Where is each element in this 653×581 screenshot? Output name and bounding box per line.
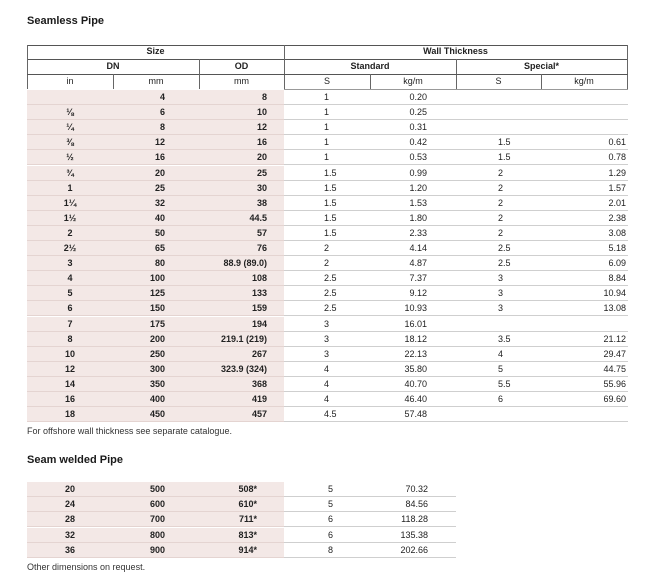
- cell-s-special: 2.5: [498, 243, 511, 253]
- cell-kg-special: [541, 407, 626, 422]
- cell-s-special: [498, 105, 538, 120]
- cell-s-special: [498, 90, 538, 105]
- cell-s-special: 1.5: [498, 137, 511, 148]
- cell-od: 16: [256, 137, 267, 148]
- table-row: [0, 135, 653, 150]
- cell-od: 30: [256, 182, 267, 193]
- cell-mm: 500: [149, 484, 165, 494]
- cell-kg-standard: 1.53: [409, 197, 427, 208]
- cell-mm: 40: [154, 212, 165, 223]
- table-row: [0, 150, 653, 165]
- cell-in: 28: [64, 514, 75, 525]
- cell-kg-standard: 22.13: [404, 348, 427, 359]
- cell-in: ⅜: [66, 137, 74, 148]
- table-row: [0, 120, 653, 135]
- cell-in: 16: [64, 394, 75, 404]
- cell-mm: 4: [159, 92, 165, 102]
- cell-kg-standard: 4.87: [409, 258, 427, 269]
- cell-s-special: 5: [498, 363, 504, 374]
- cell-in: 5: [67, 288, 73, 299]
- cell-kg-standard: 46.40: [404, 394, 427, 404]
- seam-welded-title: Seam welded Pipe: [27, 454, 123, 466]
- cell-kg-standard: 7.37: [409, 273, 427, 284]
- cell-kg-special: 1.29: [608, 167, 626, 178]
- cell-s-special: 2: [498, 197, 504, 208]
- cell-od: 711*: [238, 514, 257, 525]
- cell-kg-special: 0.78: [608, 152, 626, 163]
- cell-s-special: 2.5: [498, 258, 511, 269]
- cell-in: 8: [67, 333, 73, 344]
- cell-mm: 12: [154, 137, 165, 148]
- other-dimensions-note: Other dimensions on request.: [27, 562, 146, 572]
- cell-s-standard: 1: [324, 152, 330, 163]
- cell-kg-standard: 9.12: [409, 288, 427, 299]
- header-s-special: S: [495, 76, 502, 86]
- cell-in: 32: [64, 529, 75, 540]
- header-mm: mm: [148, 76, 164, 86]
- cell-mm: 20: [154, 167, 165, 178]
- cell-s-standard: 1: [324, 122, 330, 133]
- cell-kg-standard: 0.20: [409, 92, 427, 102]
- table-row: [0, 482, 653, 497]
- cell-mm: 900: [149, 544, 165, 555]
- cell-mm: 700: [149, 514, 165, 525]
- cell-kg-special: 2.38: [608, 212, 626, 223]
- cell-od: 914*: [238, 544, 257, 555]
- cell-kg-special: 69.60: [603, 394, 626, 404]
- cell-s-standard: 1.5: [324, 212, 337, 223]
- cell-od: 508*: [238, 484, 257, 494]
- cell-kg: 70.32: [405, 484, 428, 494]
- cell-in: 7: [67, 318, 73, 329]
- table-row: [0, 241, 653, 256]
- cell-od: 44.5: [249, 212, 267, 223]
- cell-s-special: [498, 120, 538, 135]
- table-row: [0, 362, 653, 377]
- cell-kg-special: 44.75: [603, 363, 626, 374]
- cell-kg: 84.56: [405, 499, 428, 510]
- cell-s-special: 3.5: [498, 333, 511, 344]
- cell-s-special: 5.5: [498, 378, 511, 389]
- cell-in: 1: [67, 182, 73, 193]
- cell-od: 267: [251, 348, 267, 359]
- cell-mm: 250: [149, 348, 165, 359]
- header-second-rule: [27, 59, 628, 60]
- cell-s-special: 2: [498, 212, 504, 223]
- cell-mm: 450: [149, 409, 165, 420]
- table-row: [0, 181, 653, 196]
- table-row: [0, 512, 653, 527]
- table-row: [0, 317, 653, 332]
- cell-od: 10: [256, 107, 267, 118]
- cell-in: 4: [67, 273, 73, 284]
- table-row: [0, 226, 653, 241]
- cell-s: 8: [328, 544, 334, 555]
- cell-kg-special: [541, 90, 626, 105]
- cell-s-special: 6: [498, 394, 504, 404]
- header-kgm-special: kg/m: [574, 76, 594, 86]
- header-tick-right: [627, 45, 628, 59]
- cell-mm: 125: [149, 288, 165, 299]
- cell-in: ¾: [66, 167, 74, 178]
- table-row: [0, 301, 653, 316]
- cell-in: ½: [66, 152, 74, 163]
- cell-in: 20: [64, 484, 75, 494]
- table-row: [0, 166, 653, 181]
- cell-in: 36: [64, 544, 75, 555]
- header-special: Special*: [523, 61, 560, 71]
- cell-s-standard: 1: [324, 92, 330, 102]
- cell-od: 88.9 (89.0): [223, 258, 267, 269]
- cell-s-standard: 1: [324, 137, 330, 148]
- table-row: [0, 286, 653, 301]
- cell-mm: 400: [149, 394, 165, 404]
- cell-s-standard: 1.5: [324, 227, 337, 238]
- cell-od: 38: [256, 197, 267, 208]
- cell-kg-special: 21.12: [603, 333, 626, 344]
- cell-s-special: 2: [498, 167, 504, 178]
- cell-od: 219.1 (219): [220, 333, 267, 344]
- cell-od: 57: [256, 227, 267, 238]
- cell-mm: 32: [154, 197, 165, 208]
- cell-s: 6: [328, 514, 334, 525]
- cell-in: 10: [64, 348, 75, 359]
- header-od-mm: mm: [234, 76, 249, 86]
- cell-mm: 800: [149, 529, 165, 540]
- cell-od: 194: [251, 318, 267, 329]
- cell-in: 2½: [63, 243, 77, 253]
- cell-s-standard: 4: [324, 363, 330, 374]
- cell-kg-standard: 0.53: [409, 152, 427, 163]
- cell-s-standard: 2.5: [324, 303, 337, 314]
- cell-kg-standard: 0.31: [409, 122, 427, 133]
- cell-in: 12: [64, 363, 75, 374]
- header-s-standard: S: [324, 76, 331, 86]
- cell-s-special: 2: [498, 182, 504, 193]
- cell-kg-special: 29.47: [603, 348, 626, 359]
- table-row: [0, 543, 653, 558]
- table-row: [0, 332, 653, 347]
- cell-in: ⅛: [66, 107, 74, 118]
- cell-mm: 8: [159, 122, 165, 133]
- cell-in: 3: [67, 258, 73, 269]
- cell-kg: 118.28: [401, 514, 428, 525]
- table-row: [0, 211, 653, 226]
- cell-mm: 25: [154, 182, 165, 193]
- table-row: [0, 497, 653, 512]
- cell-kg-standard: 10.93: [404, 303, 427, 314]
- cell-od: 133: [251, 288, 267, 299]
- cell-mm: 100: [149, 273, 165, 284]
- seamless-pipe-title: Seamless Pipe: [27, 15, 105, 27]
- cell-s-standard: 4: [324, 378, 330, 389]
- cell-s-special: 1.5: [498, 152, 511, 163]
- table-row: [0, 407, 653, 422]
- cell-s-standard: 1.5: [324, 197, 337, 208]
- header-in: in: [66, 76, 74, 86]
- cell-s-standard: 4: [324, 394, 330, 404]
- cell-od: 25: [256, 167, 267, 178]
- header-third-rule: [27, 74, 628, 75]
- cell-in: ¼: [66, 122, 74, 133]
- cell-s-standard: 2: [324, 258, 330, 269]
- cell-s-standard: 3: [324, 333, 330, 344]
- cell-kg-special: 3.08: [608, 227, 626, 238]
- header-od: OD: [234, 61, 249, 71]
- cell-kg-special: 1.57: [608, 182, 626, 193]
- cell-kg-special: 5.18: [608, 243, 626, 253]
- table-row: [0, 271, 653, 286]
- cell-in: 6: [67, 303, 73, 314]
- cell-kg-special: 6.09: [608, 258, 626, 269]
- cell-mm: 16: [154, 152, 165, 163]
- cell-kg-standard: 35.80: [404, 363, 427, 374]
- cell-s: 6: [328, 529, 334, 540]
- cell-od: 368: [251, 378, 267, 389]
- cell-s-standard: 4.5: [324, 409, 337, 420]
- cell-in: 24: [64, 499, 75, 510]
- cell-s-special: 4: [498, 348, 504, 359]
- cell-s-special: 3: [498, 303, 504, 314]
- cell-kg: 135.38: [400, 529, 428, 540]
- cell-s-special: 2: [498, 227, 504, 238]
- table-row: [0, 90, 653, 105]
- cell-kg-standard: 40.70: [404, 378, 427, 389]
- cell-in: 18: [64, 409, 75, 420]
- cell-od: 457: [251, 409, 267, 420]
- cell-kg-special: 0.61: [608, 137, 626, 148]
- cell-kg-standard: 18.12: [404, 333, 427, 344]
- cell-kg-standard: 0.42: [409, 137, 427, 148]
- table-row: [0, 392, 653, 407]
- cell-s-special: [498, 317, 538, 332]
- cell-kg-standard: 16.01: [404, 318, 427, 329]
- cell-mm: 80: [154, 258, 165, 269]
- cell-s-standard: 1: [324, 107, 330, 118]
- header-wall-thickness: Wall Thickness: [423, 46, 488, 56]
- cell-in: 1¼: [63, 197, 77, 208]
- table-row: [0, 377, 653, 392]
- cell-kg-standard: 4.14: [409, 243, 427, 253]
- header-size: Size: [146, 46, 165, 56]
- table-row: [0, 347, 653, 362]
- cell-kg-standard: 2.33: [409, 227, 427, 238]
- cell-s: 5: [328, 499, 334, 510]
- cell-s-standard: 2.5: [324, 273, 337, 284]
- cell-kg-standard: 0.99: [409, 167, 427, 178]
- cell-mm: 350: [149, 378, 165, 389]
- cell-od: 108: [251, 273, 267, 284]
- cell-kg-standard: 1.20: [409, 182, 427, 193]
- header-standard: Standard: [350, 61, 390, 71]
- table-row: [0, 256, 653, 271]
- cell-kg-special: [541, 105, 626, 120]
- cell-od: 20: [256, 152, 267, 163]
- cell-mm: 6: [159, 107, 165, 118]
- offshore-note: For offshore wall thickness see separate catalogue.: [27, 426, 232, 436]
- cell-s-standard: 1.5: [324, 167, 337, 178]
- cell-mm: 65: [154, 243, 165, 253]
- cell-s-standard: 1.5: [324, 182, 337, 193]
- cell-s-standard: 3: [324, 348, 330, 359]
- cell-in: [27, 90, 113, 105]
- cell-od: 323.9 (324): [220, 363, 267, 374]
- cell-od: 76: [256, 243, 267, 253]
- cell-mm: 175: [149, 318, 165, 329]
- cell-mm: 600: [149, 499, 165, 510]
- cell-kg-standard: 1.80: [409, 212, 427, 223]
- table-row: [0, 528, 653, 543]
- cell-od: 813*: [238, 529, 257, 540]
- cell-kg-special: 8.84: [608, 273, 626, 284]
- cell-od: 12: [256, 122, 267, 133]
- cell-od: 8: [261, 92, 267, 102]
- cell-s-special: 3: [498, 288, 504, 299]
- cell-s-standard: 2: [324, 243, 330, 253]
- cell-mm: 50: [154, 227, 165, 238]
- cell-kg-standard: 0.25: [409, 107, 427, 118]
- cell-s-standard: 3: [324, 318, 330, 329]
- cell-mm: 200: [149, 333, 165, 344]
- cell-od: 159: [251, 303, 267, 314]
- cell-kg-standard: 57.48: [404, 409, 427, 420]
- table-row: [0, 105, 653, 120]
- header-kgm-standard: kg/m: [403, 76, 423, 86]
- cell-mm: 150: [149, 303, 165, 314]
- cell-mm: 300: [149, 363, 165, 374]
- cell-s-standard: 2.5: [324, 288, 337, 299]
- cell-kg-special: [541, 317, 626, 332]
- cell-in: 1½: [63, 212, 77, 223]
- cell-in: 14: [64, 378, 75, 389]
- cell-kg: 202.66: [400, 544, 428, 555]
- table-row: [0, 196, 653, 211]
- cell-kg-special: [541, 120, 626, 135]
- header-dn: DN: [106, 61, 120, 71]
- cell-od: 419: [251, 394, 267, 404]
- cell-s-special: [498, 407, 538, 422]
- cell-s: 5: [328, 484, 334, 494]
- cell-od: 610*: [238, 499, 257, 510]
- cell-kg-special: 13.08: [603, 303, 626, 314]
- cell-in: 2: [67, 227, 73, 238]
- cell-kg-special: 10.94: [603, 288, 626, 299]
- cell-s-special: 3: [498, 273, 504, 284]
- cell-kg-special: 2.01: [608, 197, 626, 208]
- cell-kg-special: 55.96: [603, 378, 626, 389]
